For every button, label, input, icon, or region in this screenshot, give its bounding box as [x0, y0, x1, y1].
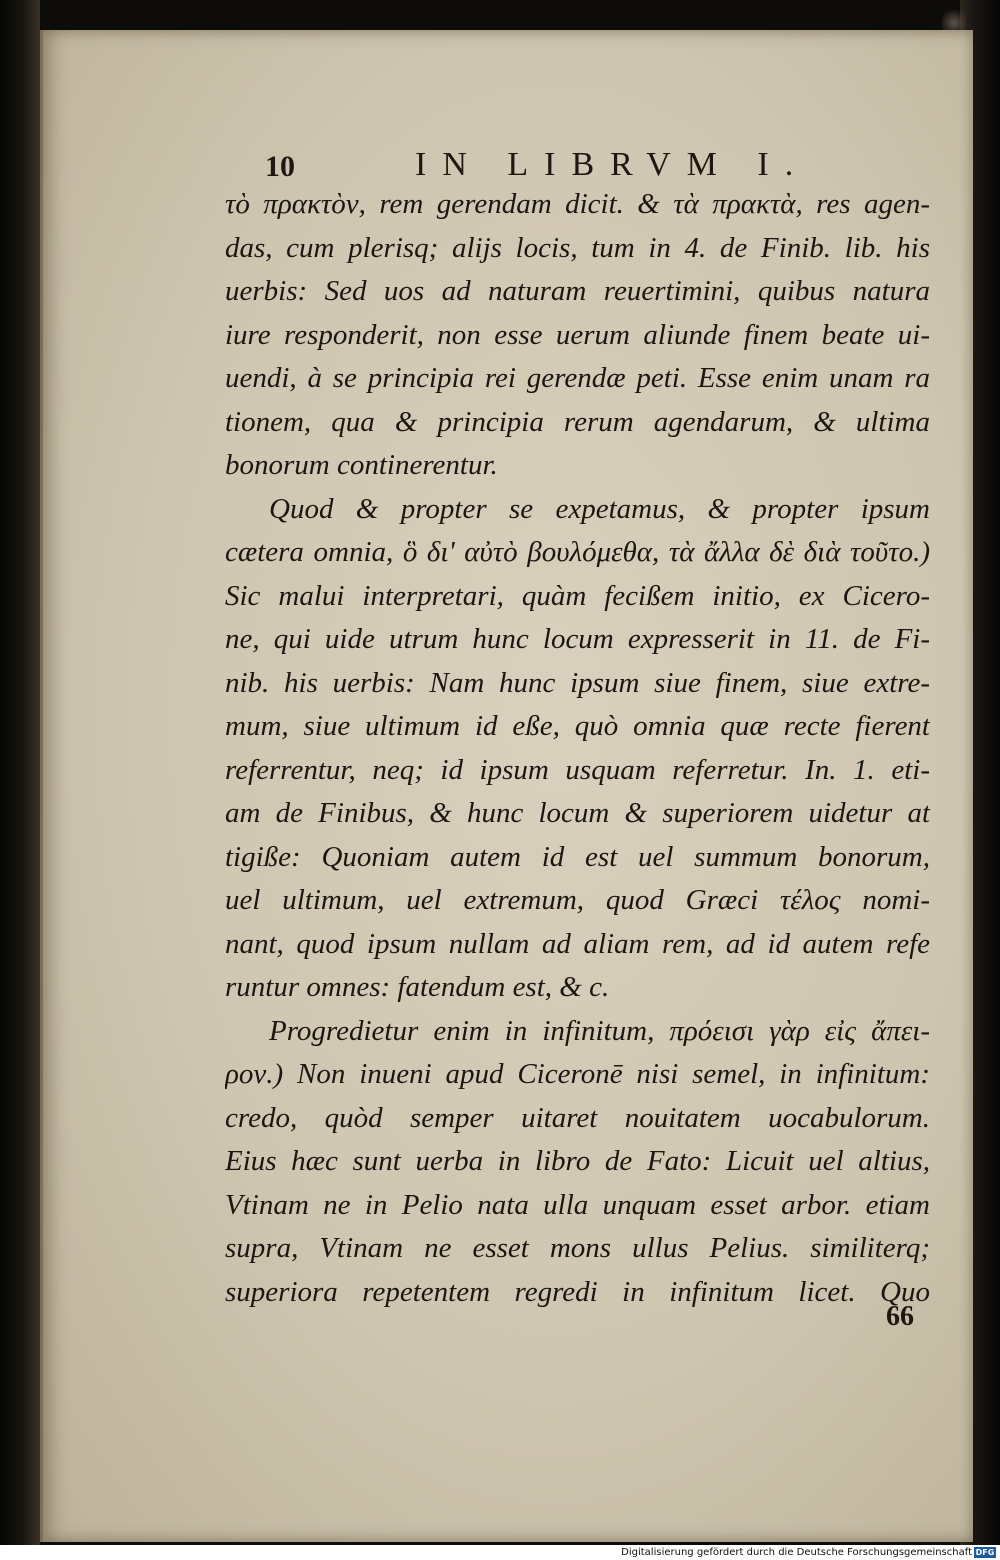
- running-title: IN LIBRVM I.: [415, 146, 810, 183]
- text-line: runtur omnes: fatendum est, & c.: [225, 971, 610, 1003]
- text-line: referrentur, neq; id ipsum usquam referretur. In. 1. eti-: [225, 753, 930, 786]
- text-line: Vtinam ne in Pelio nata ulla unquam esset arbor. etiam: [225, 1188, 930, 1221]
- text-line: credo, quòd semper uitaret nouitatem uocabulorum.: [225, 1101, 930, 1134]
- text-line: Progredietur enim in infinitum, πρόεισι γὰρ εἰς ἄπει-: [269, 1014, 930, 1047]
- text-line: Eius hæc sunt uerba in libro de Fato: Licuit uel altius,: [225, 1145, 930, 1177]
- text-line: ne, qui uide utrum hunc locum expresserit in 11. de Fi-: [225, 623, 930, 655]
- running-head: [43, 146, 973, 186]
- text-line: cætera omnia, ὃ δι' αὐτὸ βουλόμεθα, τὰ ἄλλα δὲ διὰ τοῦτο.): [225, 536, 930, 568]
- text-line: iure responderit, non esse uerum aliunde finem beate ui-: [225, 318, 930, 351]
- text-line: nant, quod ipsum nullam ad aliam rem, ad id autem refe: [225, 927, 930, 960]
- book-edge-left: [0, 0, 40, 1545]
- catchword: 66: [886, 1301, 914, 1332]
- text-line: tionem, qua & principia rerum agendarum, & ultima: [225, 405, 930, 438]
- text-line: uendi, à se principia rei gerendæ peti. Esse enim unam ra: [225, 362, 930, 394]
- text-line: nib. his uerbis: Nam hunc ipsum siue finem, siue extre-: [225, 666, 930, 699]
- text-line: uel ultimum, uel extremum, quod Græci τέλος nomi-: [225, 884, 930, 916]
- page-text: [225, 183, 930, 1313]
- text-line: mum, siue ultimum id eße, quò omnia quæ recte fierent: [225, 710, 930, 742]
- text-line: das, cum plerisq; alijs locis, tum in 4. de Finib. lib. his: [225, 231, 930, 264]
- footer-bar: [0, 1545, 1000, 1560]
- text-line: Sic malui interpretari, quàm fecißem initio, ex Cicero-: [225, 579, 930, 612]
- text-line: superiora repetentem regredi in infinitum licet. Quo: [225, 1275, 930, 1308]
- text-line: am de Finibus, & hunc locum & superiorem uidetur at: [225, 797, 930, 829]
- text-line: tigiße: Quoniam autem id est uel summum bonorum,: [225, 840, 930, 873]
- text-line: bonorum continerentur.: [225, 449, 498, 481]
- page-number: 10: [265, 150, 295, 183]
- text-line: Quod & propter se expetamus, & propter ipsum: [269, 492, 930, 525]
- text-line: supra, Vtinam ne esset mons ullus Pelius. similiterq;: [225, 1232, 930, 1264]
- text-line: ρον.) Non inueni apud Ciceronē nisi semel, in infinitum:: [225, 1058, 930, 1090]
- text-line: τὸ πρακτὸν, rem gerendam dicit. & τὰ πρακτὰ, res agen-: [225, 188, 930, 220]
- footer-credit: Digitalisierung gefördert durch die Deutsche Forschungsgemeinschaft: [621, 1547, 972, 1558]
- text-line: uerbis: Sed uos ad naturam reuertimini, quibus natura: [225, 275, 930, 307]
- dfg-logo: DFG: [975, 1548, 995, 1557]
